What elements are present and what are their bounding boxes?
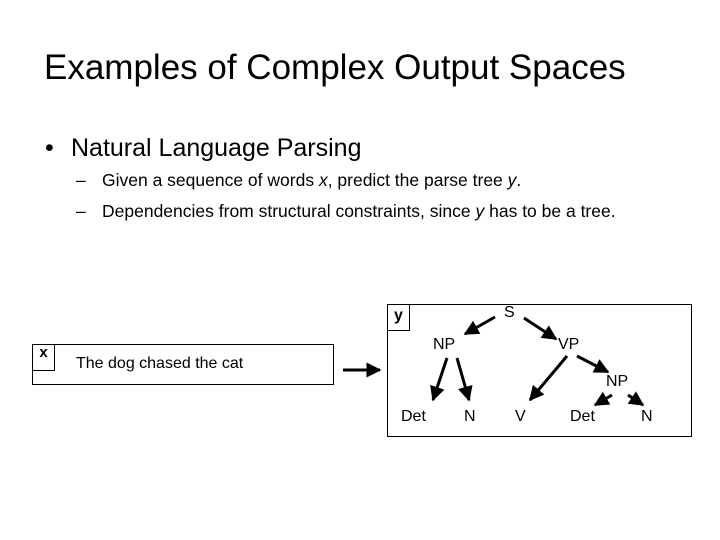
tree-node-det: Det xyxy=(570,408,595,425)
tree-edge xyxy=(457,358,469,400)
output-label: y xyxy=(388,305,410,331)
sub-bullet-marker: – xyxy=(76,201,86,221)
tree-node-v: V xyxy=(515,408,526,425)
tree-edge xyxy=(595,395,612,405)
tree-node-n: N xyxy=(464,408,476,425)
bullet-text: Natural Language Parsing xyxy=(71,134,362,162)
bullet-marker: • xyxy=(45,134,54,162)
tree-node-np: NP xyxy=(606,373,629,390)
tree-edge xyxy=(433,358,447,400)
tree-edge xyxy=(524,318,556,339)
tree-node-n: N xyxy=(641,408,653,425)
input-label: x xyxy=(33,345,55,371)
sub-bullet-text: Given a sequence of words x, predict the parse tree y. xyxy=(102,170,522,190)
tree-edge xyxy=(530,356,567,400)
sub-bullet-marker: – xyxy=(76,170,86,190)
tree-node-vp: VP xyxy=(558,336,580,353)
tree-node-s: S xyxy=(504,304,515,321)
slide-title: Examples of Complex Output Spaces xyxy=(44,48,626,87)
input-sentence: The dog chased the cat xyxy=(76,355,244,372)
tree-edge xyxy=(577,356,608,372)
tree-edge xyxy=(465,317,495,334)
sub-bullet-text: Dependencies from structural constraints, since y has to be a tree. xyxy=(102,201,616,221)
tree-node-np: NP xyxy=(433,336,456,353)
tree-edge xyxy=(628,395,643,405)
tree-node-det: Det xyxy=(401,408,426,425)
